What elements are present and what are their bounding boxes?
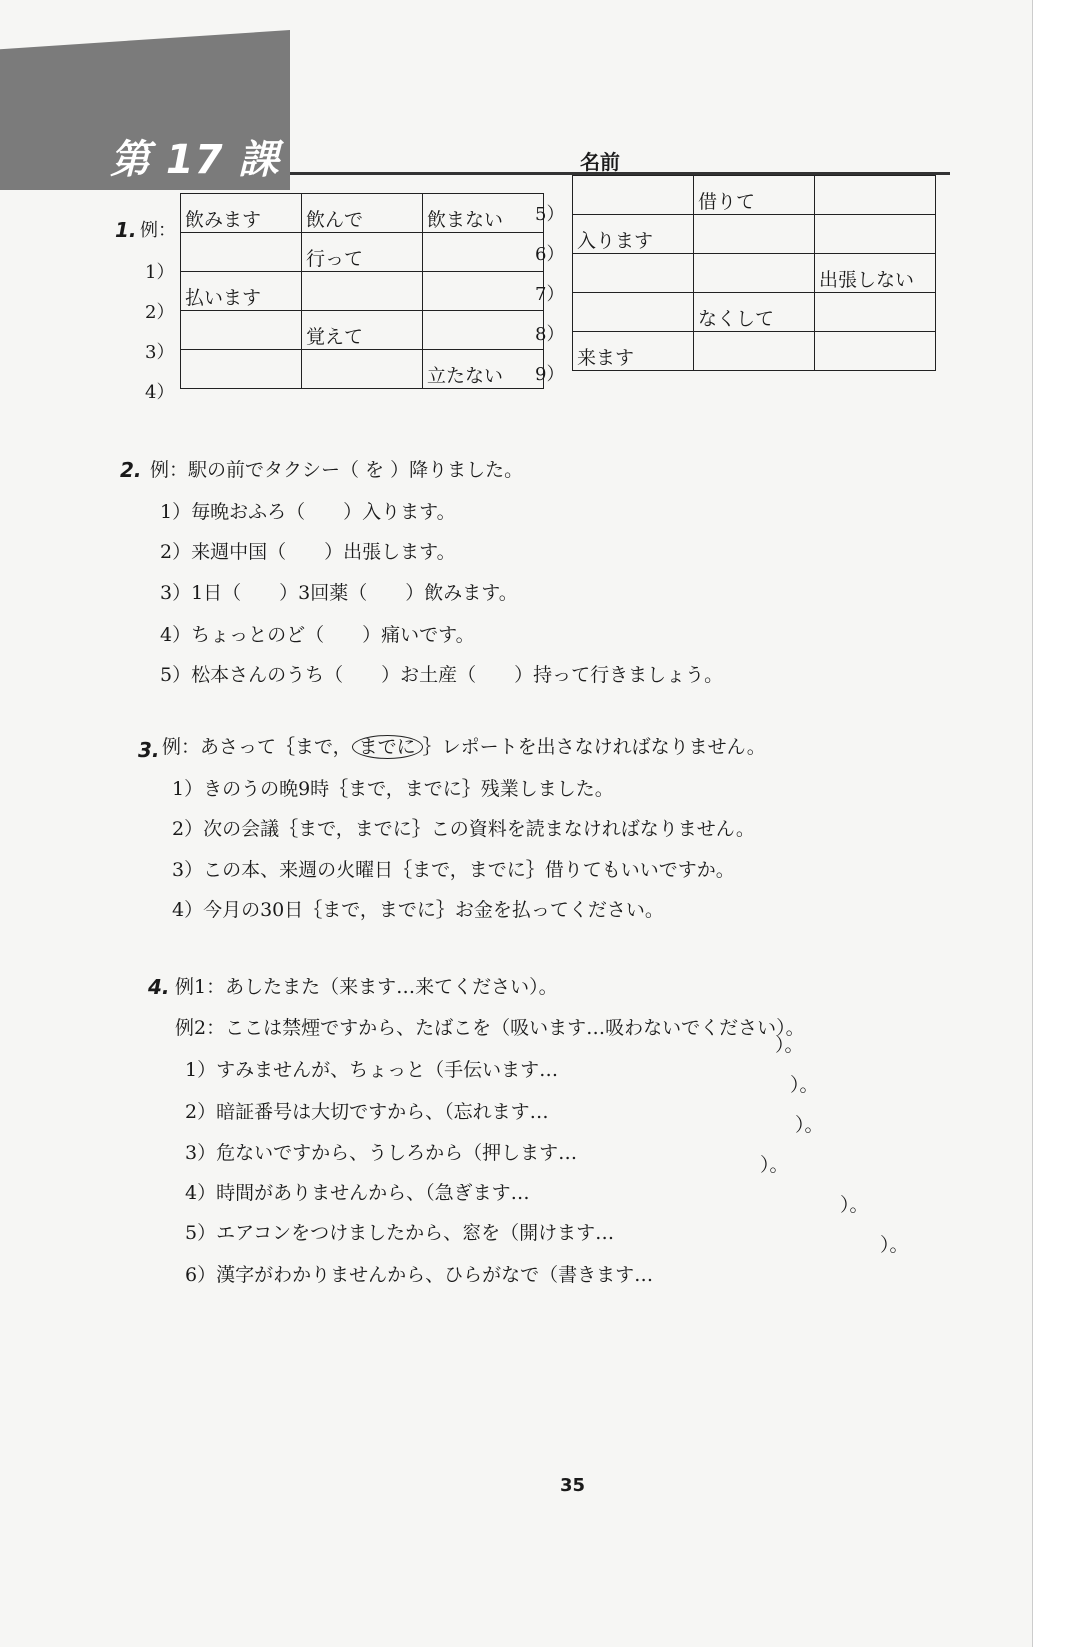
s3-example-post: ｝レポートを出さなければなりません。 [422, 736, 766, 758]
s1-row-label: 9） [535, 364, 565, 385]
s1-row-label: 3） [145, 342, 175, 363]
s4-item: 6）漢字がわかりませんから、ひらがなで（書きます… [185, 1264, 654, 1286]
cell: 払います [181, 272, 302, 311]
s4-close: ）。 [760, 1154, 789, 1176]
lesson-title: 第 17 課 [110, 137, 280, 183]
s2-item: 3）1日（ ）3回薬（ ）飲みます。 [160, 582, 518, 604]
cell[interactable] [694, 254, 815, 293]
name-label: 名前 [580, 150, 620, 174]
cell[interactable] [181, 350, 302, 389]
page-number: 35 [560, 1475, 586, 1496]
section-1-number: 1. [115, 218, 137, 242]
s1-row-label: 7） [535, 284, 565, 305]
s2-item: 5）松本さんのうち（ ）お土産（ ）持って行きましょう。 [160, 664, 724, 686]
s1-row-label: 2） [145, 302, 175, 323]
s4-example-1: 例1：あしたまた（来ます…来てください）。 [175, 976, 558, 998]
cell[interactable] [815, 293, 936, 332]
section-3-number: 3. [138, 738, 160, 762]
cell[interactable] [573, 293, 694, 332]
cell: 出張しない [815, 254, 936, 293]
cell: 飲みます [181, 194, 302, 233]
cell: 飲まない [423, 194, 544, 233]
s2-item: 4）ちょっとのど（ ）痛いです。 [160, 624, 475, 646]
s4-close: ）。 [775, 1034, 804, 1056]
cell[interactable] [573, 176, 694, 215]
section-4-number: 4. [148, 975, 170, 999]
cell: 立たない [423, 350, 544, 389]
s3-item: 3）この本、来週の火曜日｛まで，までに｝借りてもいいですか。 [172, 859, 735, 881]
s4-item: 1）すみませんが、ちょっと（手伝います… [185, 1059, 559, 1081]
s4-example-2: 例2：ここは禁煙ですから、たばこを（吸います…吸わないでください）。 [175, 1017, 805, 1039]
cell[interactable] [181, 311, 302, 350]
cell[interactable] [181, 233, 302, 272]
cell[interactable] [302, 350, 423, 389]
cell[interactable] [573, 254, 694, 293]
s4-close: ）。 [880, 1234, 909, 1256]
cell[interactable] [423, 272, 544, 311]
s1-row-label: 5） [535, 204, 565, 225]
page-edge [1032, 0, 1075, 1647]
s3-item: 2）次の会議｛まで，までに｝この資料を読まなければなりません。 [172, 818, 755, 840]
cell: 来ます [573, 332, 694, 371]
cell: 飲んで [302, 194, 423, 233]
s3-item: 4）今月の30日｛まで，までに｝お金を払ってください。 [172, 899, 664, 921]
s4-close: ）。 [790, 1074, 819, 1096]
s3-example [162, 732, 766, 759]
s1-right-table [572, 175, 936, 371]
s1-example-label: 例： [140, 220, 176, 241]
cell[interactable] [694, 215, 815, 254]
s4-item: 5）エアコンをつけましたから、窓を（開けます… [185, 1222, 615, 1244]
cell[interactable] [815, 215, 936, 254]
cell: 行って [302, 233, 423, 272]
cell[interactable] [302, 272, 423, 311]
s1-row-label: 8） [535, 324, 565, 345]
cell[interactable] [815, 176, 936, 215]
s4-close: ）。 [840, 1194, 869, 1216]
s1-row-label: 6） [535, 244, 565, 265]
s2-item: 2）来週中国（ ）出張します。 [160, 541, 456, 563]
s3-item: 1）きのうの晩9時｛まで，までに｝残業しました。 [172, 778, 614, 800]
cell[interactable] [815, 332, 936, 371]
s3-example-pre: 例：あさって｛まで， [162, 736, 352, 758]
cell[interactable] [423, 233, 544, 272]
s2-example: 例：駅の前でタクシー（ を ）降りました。 [150, 459, 524, 481]
s1-row-label: 1） [145, 262, 175, 283]
s4-item: 2）暗証番号は大切ですから、（忘れます… [185, 1101, 549, 1123]
cell: 覚えて [302, 311, 423, 350]
cell[interactable] [694, 332, 815, 371]
s2-item: 1）毎晩おふろ（ ）入ります。 [160, 501, 456, 523]
s4-item: 4）時間がありませんから、（急ぎます… [185, 1182, 530, 1204]
cell: 入ります [573, 215, 694, 254]
s1-left-table [180, 193, 544, 389]
cell: 借りて [694, 176, 815, 215]
section-2-number: 2. [120, 458, 142, 482]
s3-example-circled: までに [352, 735, 423, 759]
cell: なくして [694, 293, 815, 332]
cell[interactable] [423, 311, 544, 350]
s4-close: ）。 [795, 1114, 824, 1136]
s4-item: 3）危ないですから、うしろから（押します… [185, 1142, 578, 1164]
s1-row-label: 4） [145, 382, 175, 403]
